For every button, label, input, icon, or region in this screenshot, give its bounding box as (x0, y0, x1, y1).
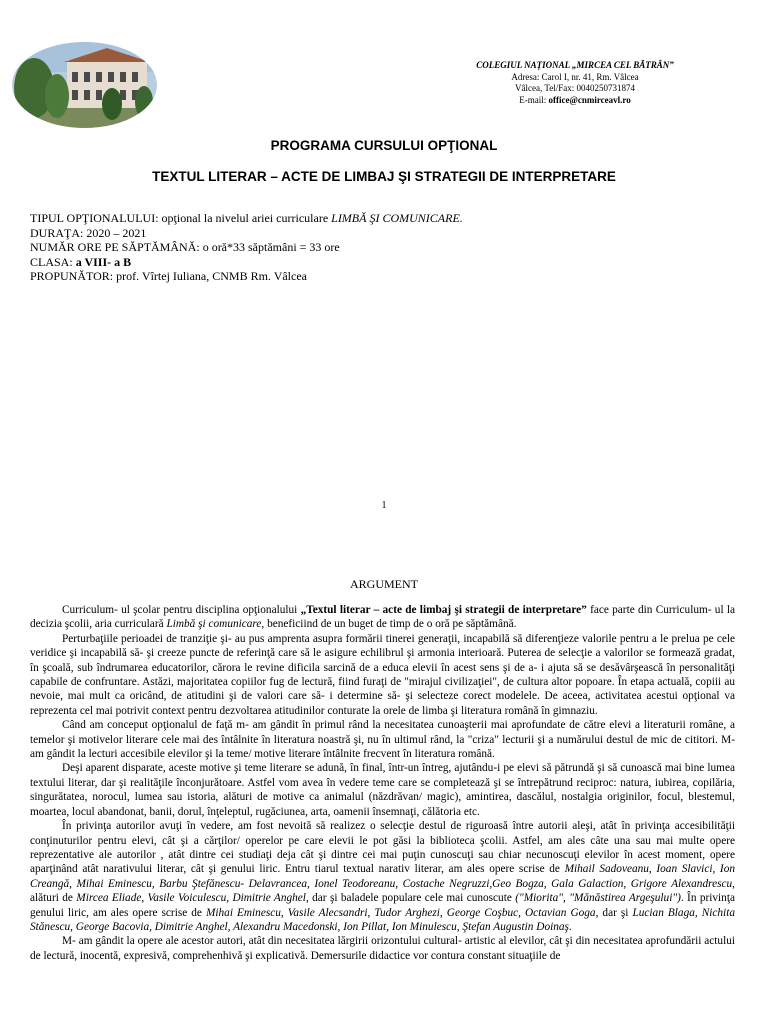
p5-text-a: În privinţa autorilor avuţi în vedere, am fost nevoită să realizez o selecţie destul de riguroasă între autorii aleşi, atât în privinţa accesibilităţii conţinuturilor pentru elevi, cât şi a cărţilor/ operelor pe care elevii le pot găsi la biblioteca şcolii. Astfel, am ales câte una sau mai multe opere reprezentative ale autorilor , atât dintre cei studiaţi deja cât şi dintre cei mai puţin cunoscuţi sau chiar necunoscuţi elevilor în acest moment, opere aparţinând atât narativului literar, cât şi genului liric. Entru tiarul textual narativ literar, am ales opere scrise de (30, 820, 735, 876)
course-meta (30, 211, 750, 284)
p5-text-c: , alături de (30, 877, 735, 905)
argument-paragraph-5 (30, 819, 735, 934)
p1-text-c: face parte din Curriculum- ul la decizia şcolii, aria curriculară (30, 604, 736, 631)
meta-author-value: prof. Vîrtej Iuliana, CNMB Rm. Vâlcea (116, 269, 307, 283)
p5-text-i: , dar şi (595, 906, 633, 919)
argument-paragraph-1 (30, 603, 735, 632)
school-email[interactable]: office@cnmirceavl.ro (548, 94, 631, 105)
p5-ballads: ("Miorita", "Mănăstirea Argeşului") (515, 892, 681, 905)
p5-text-e: , dar şi baladele populare cele mai cunoscute (305, 892, 516, 905)
meta-hours-label: NUMĂR ORE PE SĂPTĂMÂNĂ: (30, 240, 203, 254)
meta-author (30, 269, 750, 284)
page-number: 1 (381, 500, 387, 511)
meta-duration (30, 226, 750, 241)
argument-paragraph-2: Perturbaţiile perioadei de tranziţie şi- au pus amprenta asupra formării tinerei generaţii, incapabilă să diferenţieze valorile pentru a le prelua pe cele veridice şi incapabilă să- şi creeze puncte de referinţă care să le asigure echilibrul şi armonia interioară. Puterea de selecţie a valorilor se formează gradat, în şcoală, sub îndrumarea educatorilor, cărora le revine dificila sarcină de a educa elevii în acest sens şi de a- i ajuta să se desăvârşească în personalităţi capabile de confruntare. Astăzi, majoritatea copiilor fug de lectură, fiind furaţi de "mirajul civilizaţiei", de cultura altor popoare. În etapa actuală, copiii au nevoie, mai mult ca oricând, de atitudini şi de valori care să- i determine să- şi selecteze corect modelele. De aceea, activitatea acestui opţional va reprezenta cel mai potrivit context pentru dezvoltarea atitudinilor conturate la orele de limba şi literatura română în gimnaziu. (30, 632, 735, 717)
argument-body (30, 603, 735, 963)
p1-text-a: Curriculum- ul şcolar pentru disciplina opţionalului (62, 604, 301, 616)
p5-text-g: . În privinţa genului liric, am ales opere scrise de (30, 892, 735, 919)
p5-authors-4: Lucian Blaga, Nichita Stănescu, George Bacovia, Dimitrie Anghel, Alexandru Macedonski, Ion Pillat, Ion Minulescu, Ştefan Augustin Doinaş (30, 906, 735, 933)
school-contact-block (440, 60, 710, 106)
school-email-line (440, 95, 710, 107)
school-phone: Vâlcea, Tel/Fax: 0040250731874 (515, 83, 635, 93)
p5-authors-2: Mircea Eliade, Vasile Voiculescu, Dimitrie Anghel (76, 892, 306, 905)
argument-paragraph-4: Deşi aparent disparate, aceste motive şi teme literare se adună, în final, într-un întreg, ajutându-i pe elevi să pătrundă şi să cunoască mai bine lumea textului literar, dar şi realităţile înconjurătoare. Astfel vom avea în vedere teme care se completează şi se întrepătrund reciproc: natura, iubirea, copilăria, singurătatea, norocul, lumea sau istoria, alături de motive ca animalul (năzdrăvan/ magic), amintirea, dascălul, nostalgia originilor, focul, blestemul, moartea, locul abandonat, banii, dorul, înţeleptul, rugăciunea, arta, oamenii însemnaţi, călătoria etc. (30, 762, 735, 818)
p5-text-k: . (568, 920, 572, 933)
meta-duration-value: 2020 – 2021 (86, 225, 147, 240)
meta-class (30, 255, 750, 270)
p5-authors-3: Mihai Eminescu, Vasile Alecsandri, Tudor Arghezi, George Coşbuc, Octavian Goga (205, 906, 596, 919)
course-title: TEXTUL LITERAR – ACTE DE LIMBAJ ŞI STRATEGII DE INTERPRETARE (152, 169, 616, 184)
meta-type-label: TIPUL OPŢIONALULUI: (30, 211, 162, 225)
argument-paragraph-6: M- am gândit la opere ale acestor autori, atât din necesitatea lărgirii orizontului cultural- artistic al elevilor, cât şi din necesitatea aprofundării actului de lectură, inocentă, expresivă, comprehenhivă şi explicativă. Demersurile didactice vor contura constant situaţiile de (30, 935, 735, 962)
argument-title: ARGUMENT (350, 577, 418, 591)
meta-type (30, 211, 750, 226)
p5-authors-1: Mihail Sadoveanu, Ioan Slavici, Ion Creangă, Mihai Eminescu, Barbu Ştefănescu- Delavrancea, Ionel Teodoreanu, Costache Negruzzi,Geo Bogza, Gala Galaction, Grigore Alexandrescu (30, 863, 735, 890)
school-name: COLEGIUL NAȚIONAL „MIRCEA CEL BĂTRÂN” (476, 60, 674, 70)
school-address: Adresa: Carol I, nr. 41, Rm. Vâlcea (511, 71, 639, 82)
meta-duration-label: DURAŢA: (30, 225, 87, 240)
p1-course-name: „Textul literar – acte de limbaj şi strategii de interpretare” (300, 604, 587, 616)
email-label: E-mail: (519, 94, 549, 105)
program-title: PROGRAMA CURSULUI OPŢIONAL (270, 138, 498, 153)
school-building-photo (12, 42, 157, 128)
p1-text-e: , beneficiind de un buget de timp de o oră pe săptămână. (261, 618, 517, 631)
p1-area: Limbă şi comunicare (166, 618, 262, 631)
meta-class-value: a VIII- a B (75, 254, 132, 269)
meta-author-label: PROPUNĂTOR: (30, 269, 117, 283)
meta-class-label: CLASA: (30, 254, 76, 269)
argument-paragraph-3: Când am conceput opţionalul de faţă m- am gândit în primul rând la necesitatea cunoaşterii mai aprofundate de către elevi a literaturii române, a temelor şi motivelor literare cele mai des întâlnite în literatura noastră şi, nu în ultimul rând, la "criza" lecturii şi a numărului destul de mic de cititori. M-am gândit la lecturi accesibile elevilor şi la teme/ motive literare întâlnite frecvent în literatura română. (30, 719, 735, 761)
meta-hours-value: o oră*33 săptămâni = 33 ore (202, 240, 340, 254)
meta-type-area: LIMBĂ ŞI COMUNICARE. (331, 211, 463, 225)
meta-type-value: opţional la nivelul ariei curriculare (161, 211, 332, 225)
meta-hours (30, 240, 750, 255)
